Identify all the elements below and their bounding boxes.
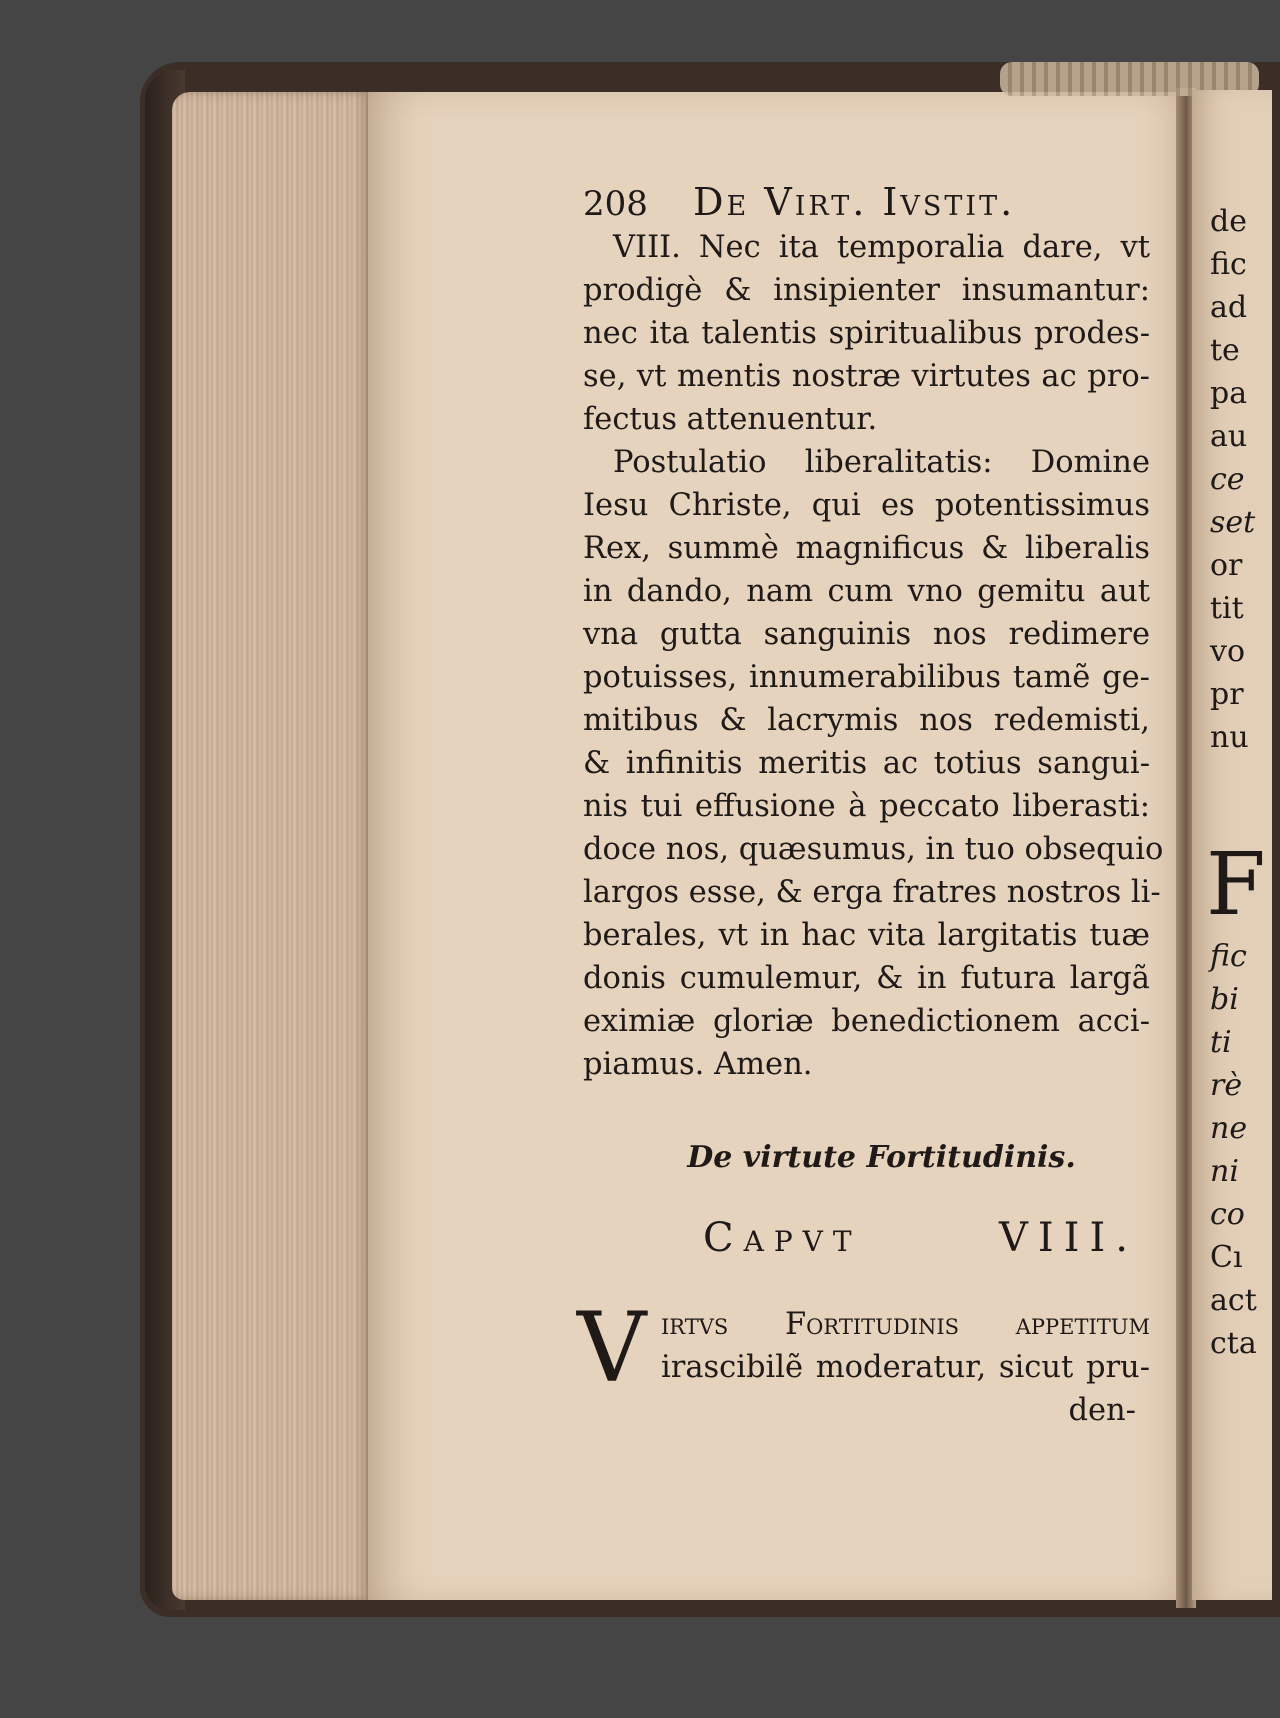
section-viii [583, 226, 1150, 441]
text-line: & infinitis meritis ac totius sangui- [583, 746, 1150, 781]
text-line: piamus. Amen. [583, 1047, 813, 1082]
facing-page-fragment: ce [1210, 462, 1245, 497]
page-text [577, 180, 1164, 1432]
facing-page-fragment: bi [1210, 982, 1239, 1017]
facing-page-fragment: au [1210, 419, 1248, 454]
postulatio-liberalitatis [583, 441, 1164, 1086]
facing-page-fragment: ti [1210, 1025, 1232, 1060]
text-line: Rex, summè magnificus & liberalis [583, 531, 1150, 566]
facing-page-fragment: set [1210, 505, 1256, 540]
text-line: VIII. Nec ita temporalia dare, vt [613, 230, 1150, 265]
facing-page-fragment: co [1210, 1197, 1245, 1232]
facing-page-fragment: pa [1210, 376, 1248, 411]
facing-page-fragment: fic [1210, 939, 1247, 974]
facing-page-fragment: ni [1210, 1154, 1239, 1189]
chapter-word: Capvt [703, 1215, 862, 1261]
text-line: doce nos, quæsumus, in tuo obsequio [583, 832, 1164, 867]
facing-page-fragment: ad [1210, 290, 1248, 325]
catchword: den- [1068, 1393, 1136, 1428]
facing-page-fragment: nu [1210, 720, 1249, 755]
text-line: berales, vt in hac vita largitatis tuæ [583, 918, 1150, 953]
text-line: potuisses, innumerabilibus tamẽ ge- [583, 660, 1150, 695]
facing-page-fragment: vo [1210, 634, 1246, 669]
facing-page-big-initial: F [1206, 835, 1266, 935]
text-line: eximiæ gloriæ benedictionem acci- [583, 1004, 1150, 1039]
text-line: in dando, nam cum vno gemitu aut [583, 574, 1150, 609]
chapter-opening [577, 1292, 1150, 1432]
drop-cap: V [577, 1292, 647, 1404]
text-line: largos esse, & erga fratres nostros li- [583, 875, 1161, 910]
chapter-number: VIII. [998, 1215, 1138, 1261]
text-line: vna gutta sanguinis nos redimere [583, 617, 1150, 652]
text-line: se, vt mentis nostræ virtutes ac pro- [583, 359, 1150, 394]
facing-page-fragment: or [1210, 548, 1243, 583]
section-heading: De virtute Fortitudinis. [687, 1140, 1076, 1175]
opening-line-2: irascibilẽ moderatur, sicut pru- [661, 1350, 1150, 1385]
running-head-title: De Virt. Ivstit. [693, 180, 1016, 224]
page-number: 208 [583, 184, 648, 224]
text-line: prodigè & insipienter insumantur: [583, 273, 1150, 308]
facing-page-fragment: de [1210, 204, 1247, 239]
text-line: nec ita talentis spiritualibus prodes- [583, 316, 1150, 351]
facing-page-fragment: tit [1210, 591, 1244, 626]
page-edges [172, 92, 370, 1600]
text-line: Iesu Christe, qui es potentissimus [583, 488, 1150, 523]
facing-page-fragment: cta [1210, 1326, 1257, 1361]
facing-page-fragment: ne [1210, 1111, 1248, 1146]
running-head [583, 180, 1150, 226]
text-line: mitibus & lacrymis nos redemisti, [583, 703, 1150, 738]
facing-page-fragment: fic [1210, 247, 1247, 282]
chapter-heading [703, 1215, 1138, 1261]
facing-page-bottom-fragments [1192, 935, 1272, 1365]
facing-page-fragment: te [1210, 333, 1240, 368]
opening-line-1: irtvs Fortitudinis appetitum [661, 1307, 1150, 1342]
facing-page [1192, 90, 1272, 1600]
facing-page-fragment: Cı [1210, 1240, 1243, 1275]
facing-page-fragment: pr [1210, 677, 1244, 712]
facing-page-fragment: rè [1210, 1068, 1243, 1103]
text-line: nis tui effusione à peccato liberasti: [583, 789, 1150, 824]
text-line: Postulatio liberalitatis: Domine [613, 445, 1150, 480]
text-line: fectus attenuentur. [583, 402, 878, 437]
facing-page-fragment: act [1210, 1283, 1257, 1318]
text-line: donis cumulemur, & in futura largã [583, 961, 1150, 996]
facing-page-top-fragments [1192, 200, 1272, 759]
